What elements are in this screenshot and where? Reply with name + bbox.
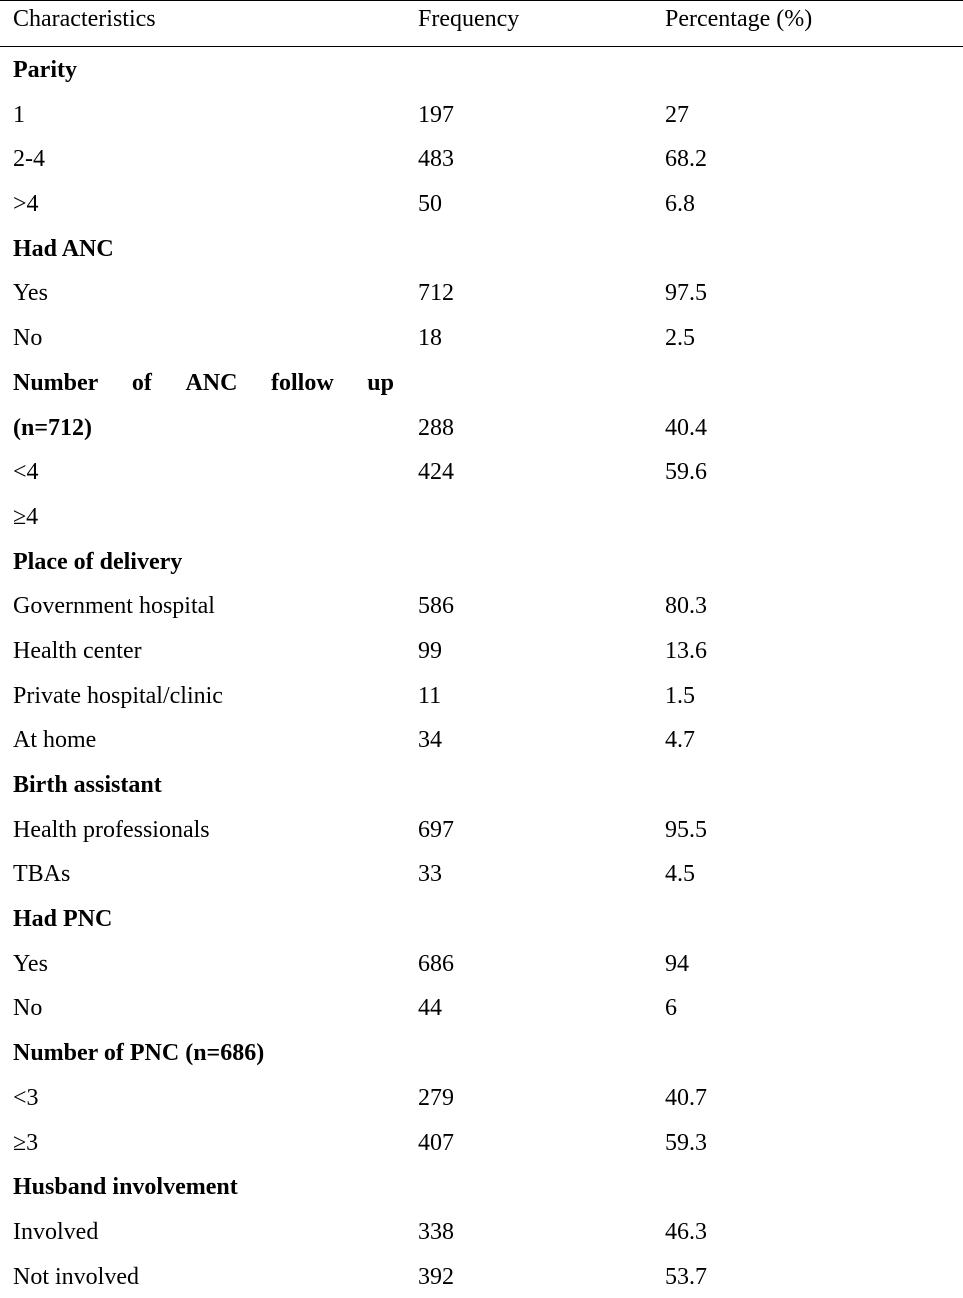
table-body [0,47,963,1298]
table-row [0,1254,963,1298]
characteristic-cell: Health center [13,637,142,664]
table-row [0,92,963,137]
percentage-cell: 53.7 [665,1263,707,1290]
characteristic-cell: No [13,325,43,352]
header-frequency: Frequency [418,6,520,32]
percentage-cell: 59.6 [665,459,707,486]
characteristic-cell: 1 [13,101,25,128]
characteristic-cell: 2-4 [13,146,45,173]
frequency-cell: 99 [418,637,442,664]
frequency-cell: 586 [418,593,454,620]
label-word: of [131,369,152,396]
table-row [0,583,963,628]
characteristic-cell: At home [13,727,97,754]
characteristic-cell: Birth assistant [13,772,162,798]
characteristic-cell: (n=712) [13,414,93,441]
frequency-cell: 686 [418,950,454,977]
table-row [0,807,963,852]
frequency-cell: 424 [418,459,454,486]
table-row [0,628,963,673]
frequency-cell: 50 [418,191,442,218]
section-header-row [0,226,963,271]
section-header-row [0,1164,963,1209]
table-row [0,1075,963,1120]
table-row [0,494,963,539]
table-row [0,449,963,494]
characteristic-cell: TBAs [13,861,71,888]
frequency-cell: 288 [418,414,454,441]
table-row [0,1209,963,1254]
percentage-cell: 46.3 [665,1218,707,1245]
frequency-cell: 197 [418,101,454,128]
characteristic-cell: <4 [13,459,39,486]
table-row [0,673,963,718]
percentage-cell: 80.3 [665,593,707,620]
frequency-cell: 338 [418,1218,454,1245]
characteristic-cell: Husband involvement [13,1174,238,1201]
table-row [0,181,963,226]
frequency-cell: 11 [418,682,442,709]
frequency-cell: 392 [418,1263,454,1290]
characteristic-cell: Not involved [13,1263,139,1290]
characteristic-cell: <3 [13,1084,39,1111]
table-row [0,270,963,315]
characteristic-cell: No [13,995,43,1022]
frequency-cell: 44 [418,995,442,1022]
table-row [0,985,963,1030]
characteristic-cell: Government hospital [13,593,215,620]
percentage-cell: 95.5 [665,816,707,843]
frequency-cell: 407 [418,1129,454,1156]
characteristic-cell: Parity [13,57,77,83]
table-row [0,136,963,181]
table-row [0,315,963,360]
frequency-cell: 34 [418,727,442,754]
label-word: up [367,369,394,396]
percentage-cell: 59.3 [665,1129,707,1156]
characteristic-cell: ≥3 [13,1129,39,1156]
characteristic-cell: Yes [13,280,48,307]
section-header-row [0,539,963,584]
table-row [0,941,963,986]
characteristic-cell: Yes [13,950,48,977]
percentage-cell: 40.4 [665,414,707,441]
section-header-row [0,360,963,405]
table-row [0,851,963,896]
section-header-row [0,47,963,92]
percentage-cell: 1.5 [665,682,695,709]
characteristic-cell: Had ANC [13,235,114,262]
label-word: follow [271,369,334,396]
percentage-cell: 27 [665,101,689,128]
percentage-cell: 97.5 [665,280,707,307]
characteristic-cell: Number of PNC (n=686) [13,1040,265,1067]
section-header-row [0,896,963,941]
percentage-cell: 40.7 [665,1084,707,1111]
table-row [0,717,963,762]
percentage-cell: 4.7 [665,727,695,754]
label-word: ANC [185,369,238,396]
table-row [0,1120,963,1165]
percentage-cell: 13.6 [665,637,707,664]
characteristic-cell: ≥4 [13,503,39,530]
characteristic-cell: >4 [13,191,39,218]
table-header [0,1,963,47]
frequency-cell: 279 [418,1084,454,1111]
header-percentage: Percentage (%) [665,6,813,32]
characteristic-cell: Private hospital/clinic [13,682,223,709]
section-header-row [0,1030,963,1075]
characteristic-cell [13,371,394,395]
frequency-cell: 33 [418,861,442,888]
frequency-cell: 712 [418,280,454,307]
header-characteristics: Characteristics [13,6,156,32]
percentage-cell: 6.8 [665,191,695,218]
label-word: Number [13,369,99,396]
percentage-cell: 2.5 [665,325,695,352]
percentage-cell: 4.5 [665,861,695,888]
percentage-cell: 6 [665,995,677,1022]
percentage-cell: 94 [665,950,689,977]
characteristic-cell: Health professionals [13,816,210,843]
frequency-cell: 483 [418,146,454,173]
frequency-cell: 697 [418,816,454,843]
frequency-cell: 18 [418,325,442,352]
characteristic-cell: Involved [13,1218,99,1245]
percentage-cell: 68.2 [665,146,707,173]
section-header-row [0,405,963,450]
characteristic-cell: Place of delivery [13,548,183,575]
section-header-row [0,762,963,807]
characteristic-cell: Had PNC [13,906,113,933]
